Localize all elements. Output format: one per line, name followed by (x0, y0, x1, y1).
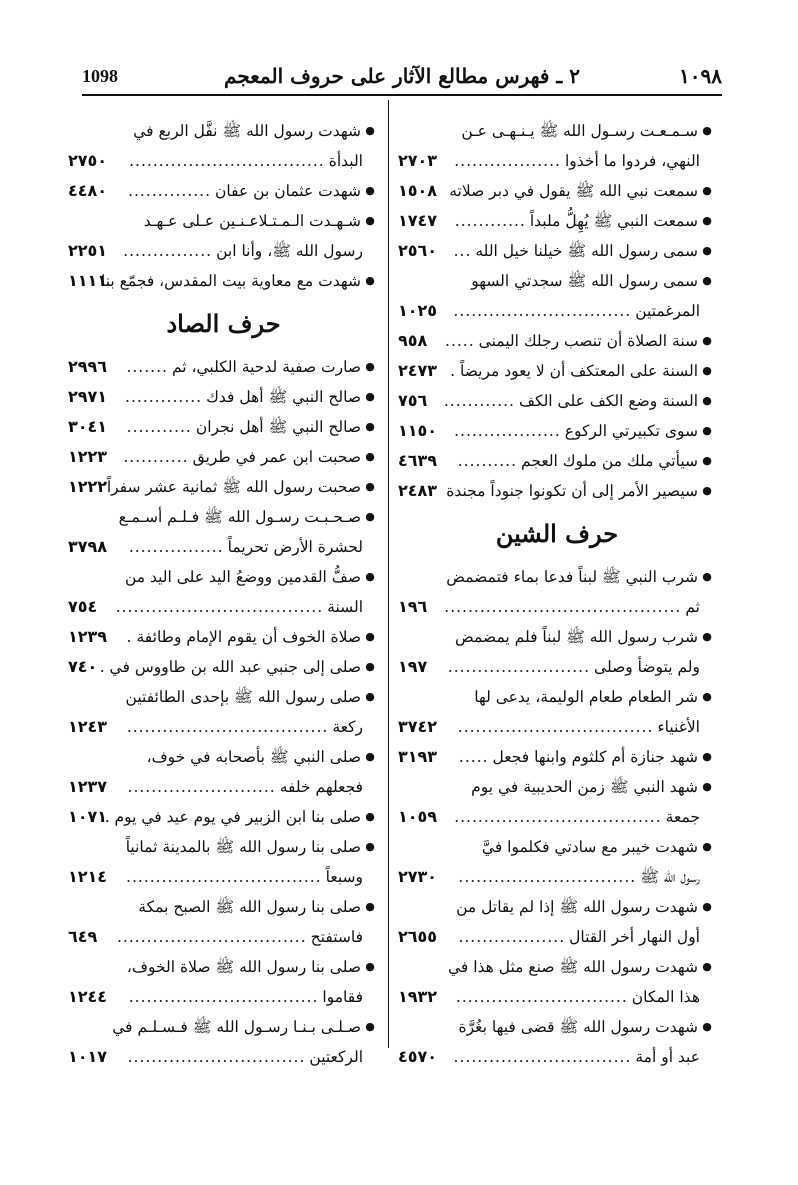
leader-dots: ... (453, 242, 472, 260)
hadith-number: ١٩٣٢ (398, 987, 438, 1006)
entry-line (400, 742, 714, 772)
entry-text: ثم (685, 598, 700, 616)
hadith-number: ١٢٢٢ (68, 477, 108, 496)
entry-line (70, 266, 377, 296)
bullet-icon: ● (365, 450, 375, 463)
leader-dots: ................................ (117, 928, 307, 946)
index-entry (400, 1012, 714, 1072)
index-entry (70, 952, 377, 1012)
leader-dots: .......... (457, 452, 518, 470)
index-entry (70, 116, 377, 176)
entry-text: سـمـعـت رسـول الله ﷺ يـنـهـى عـن (461, 122, 698, 140)
bullet-icon: ● (702, 630, 712, 643)
entry-text: شرب النبي ﷺ لبناً فدعا بماء فتمضمض (446, 568, 698, 586)
index-entry (400, 416, 714, 446)
index-entry (70, 622, 377, 652)
index-entry (400, 832, 714, 892)
entry-line (70, 892, 377, 922)
index-entry (400, 176, 714, 206)
index-entry (70, 832, 377, 892)
entry-text: سنة الصلاة أن تنصب رجلك اليمنى (478, 332, 698, 350)
entry-line (70, 982, 377, 1012)
entry-text: شهدت عثمان بن عفان (215, 182, 361, 200)
index-entry (400, 206, 714, 236)
bullet-icon: ● (702, 274, 712, 287)
entry-text: هذا المكان (631, 988, 700, 1006)
index-entry (70, 206, 377, 266)
page-title: ٢ ـ فهرس مطالع الآثار على حروف المعجم (224, 64, 580, 88)
entries-shin (400, 562, 714, 1072)
entries-sad (70, 352, 377, 1072)
bullet-icon: ● (702, 840, 712, 853)
bullet-icon: ● (702, 960, 712, 973)
hadith-number: ٧٥٦ (398, 391, 428, 410)
entry-line (400, 802, 714, 832)
entry-text: شهدت رسول الله ﷺ إذا لم يقاتل من (456, 898, 698, 916)
bullet-icon: ● (365, 214, 375, 227)
bullet-icon: ● (702, 334, 712, 347)
hadith-number: ٣٧٤٢ (398, 717, 438, 736)
index-entry (70, 802, 377, 832)
entry-text: صلى بنا رسول الله ﷺ صلاة الخوف، (126, 958, 361, 976)
hadith-number: ١٠١٧ (68, 1047, 108, 1066)
entry-text: شهدت مع معاوية بيت المقدس، فجمّع بنا (100, 272, 361, 290)
entry-text: شـهـدت الـمـتـلاعـنـين عـلى عـهـد (143, 212, 361, 230)
entry-text: البدأة (328, 152, 363, 170)
leader-dots: . (126, 628, 133, 646)
entry-text: صلاة الخوف أن يقوم الإمام وطائفة (136, 628, 361, 646)
bullet-icon: ● (702, 454, 712, 467)
entry-line (70, 472, 377, 502)
entry-line (70, 1012, 377, 1042)
bullet-icon: ● (365, 124, 375, 137)
bullet-icon: ● (365, 810, 375, 823)
left-column (70, 116, 377, 1072)
entries-shin-continued (70, 116, 377, 296)
index-entry (400, 562, 714, 622)
entry-text: جمعة (665, 808, 700, 826)
leader-dots: ........................................ (444, 598, 682, 616)
index-entry (70, 412, 377, 442)
hadith-number: ٣٠٤١ (68, 417, 108, 436)
hadith-number: ٢٤٧٣ (398, 361, 438, 380)
hadith-number: ١١١١ (68, 271, 108, 290)
hadith-number: ١٢٣٧ (68, 777, 108, 796)
index-entry (70, 502, 377, 562)
entry-text: صفُّ القدمين ووضعُ اليد على اليد من (124, 568, 361, 586)
leader-dots: ................ (128, 538, 224, 556)
hadith-number: ١٧٤٧ (398, 211, 438, 230)
leader-dots: ................................ (128, 988, 319, 1006)
entry-line (400, 1042, 714, 1072)
bullet-icon: ● (365, 360, 375, 373)
entry-text: شهدت رسول الله ﷺ صنع مثل هذا في (447, 958, 698, 976)
entry-line (400, 116, 714, 146)
entry-line (400, 206, 714, 236)
entry-line (400, 176, 714, 206)
hadith-number: ٢٤٨٣ (398, 481, 438, 500)
bullet-icon: ● (365, 690, 375, 703)
hadith-number: ١٢٢٣ (68, 447, 108, 466)
hadith-number: ٢٧٣٠ (398, 867, 438, 886)
index-entry (70, 176, 377, 206)
entry-line (70, 206, 377, 236)
entry-text: لحشرة الأرض تحريماً (227, 538, 363, 556)
entry-text: صلى رسول الله ﷺ بإحدى الطائفتين (125, 688, 361, 706)
hadith-number: ٦٤٩ (68, 927, 98, 946)
index-entry (400, 386, 714, 416)
hadith-number: ١٠٧١ (68, 807, 108, 826)
entry-text: النهي، فردوا ما أخذوا (564, 152, 700, 170)
entry-line (70, 712, 377, 742)
entry-text: سمى رسول الله ﷺ خيلنا خيل الله (475, 242, 698, 260)
entry-text: فقاموا (322, 988, 363, 1006)
bullet-icon: ● (365, 1020, 375, 1033)
hadith-number: ٢٧٠٣ (398, 151, 438, 170)
entry-text: سيصير الأمر إلى أن تكونوا جنوداً مجندة (446, 482, 698, 500)
hadith-number: ١٢١٤ (68, 867, 108, 886)
bullet-icon: ● (702, 780, 712, 793)
bullet-icon: ● (702, 184, 712, 197)
entry-text: الأغنياء (657, 718, 700, 736)
index-entry (70, 472, 377, 502)
entry-text: صالح النبي ﷺ أهل فدك (206, 388, 361, 406)
bullet-icon: ● (365, 660, 375, 673)
leader-dots: .............................. (453, 1048, 632, 1066)
right-column (400, 116, 714, 1072)
bullet-icon: ● (365, 750, 375, 763)
entry-line (70, 532, 377, 562)
leader-dots: .............. (128, 182, 212, 200)
index-entry (400, 476, 714, 506)
entry-line (400, 356, 714, 386)
index-entry (70, 742, 377, 802)
entry-line (400, 236, 714, 266)
entry-text: وسبعاً (325, 868, 363, 886)
entry-text: صلى بنا رسول الله ﷺ الصبح بمكة (138, 898, 361, 916)
entry-text: صـحـبـت رسـول الله ﷺ فـلـم أسـمـع (118, 508, 361, 526)
hadith-number: ٤٦٣٩ (398, 451, 438, 470)
entry-line (400, 622, 714, 652)
bullet-icon: ● (365, 184, 375, 197)
hadith-number: ٤٤٨٠ (68, 181, 108, 200)
hadith-number: ١٩٦ (398, 597, 428, 616)
entry-text: صلى بنا ابن الزبير في يوم عيد في يوم .. (99, 808, 361, 826)
entry-text: سمعت نبي الله ﷺ يقول في دبر صلاته (449, 182, 698, 200)
bullet-icon: ● (702, 214, 712, 227)
entry-line (70, 862, 377, 892)
entry-line (400, 862, 714, 892)
entry-text: صحبت ابن عمر في طريق (192, 448, 361, 466)
page-number-arabic: ١٠٩٨ (679, 64, 722, 88)
bullet-icon: ● (702, 484, 712, 497)
entry-line (400, 146, 714, 176)
entry-text: صلى بنا رسول الله ﷺ بالمدينة ثمانياً (125, 838, 361, 856)
page-number-latin: 1098 (82, 66, 118, 86)
entry-text: شهدت خيبر مع سادتي فكلموا فيَّ (481, 838, 698, 856)
entry-line (400, 892, 714, 922)
hadith-number: ١١٥٠ (398, 421, 438, 440)
entry-line (400, 682, 714, 712)
entry-line (400, 386, 714, 416)
entry-line (70, 382, 377, 412)
page-header (82, 62, 722, 96)
entry-text: أول النهار أخر القتال (569, 928, 700, 946)
leader-dots: ....... (126, 358, 168, 376)
index-entry (70, 652, 377, 682)
hadith-number: ٢٢٥١ (68, 241, 108, 260)
index-entry (400, 742, 714, 772)
entry-text: شهد جنازة أم كلثوم وابنها فجعل (492, 748, 698, 766)
bullet-icon: ● (365, 420, 375, 433)
entry-line (400, 772, 714, 802)
entry-line (70, 922, 377, 952)
entry-line (400, 476, 714, 506)
index-entry (70, 442, 377, 472)
bullet-icon: ● (365, 510, 375, 523)
entry-line (400, 266, 714, 296)
entry-text: فجعلهم خلفه (279, 778, 363, 796)
hadith-number: ١٠٥٩ (398, 807, 438, 826)
bullet-icon: ● (702, 394, 712, 407)
leader-dots: ............... (123, 242, 213, 260)
index-entry (70, 382, 377, 412)
leader-dots: ................................. (129, 152, 325, 170)
entry-line (70, 442, 377, 472)
entry-text: صلى إلى جنبي عبد الله بن طاووس في . (99, 658, 361, 676)
entry-line (400, 712, 714, 742)
bullet-icon: ● (702, 570, 712, 583)
entry-text: فاستفتح (310, 928, 363, 946)
hadith-number: ١٢٤٣ (68, 717, 108, 736)
entry-text: سوى تكبيرتي الركوع (564, 422, 698, 440)
bullet-icon: ● (365, 274, 375, 287)
bullet-icon: ● (702, 690, 712, 703)
column-divider (388, 100, 389, 1048)
entry-line (400, 326, 714, 356)
bullet-icon: ● (702, 124, 712, 137)
bullet-icon: ● (702, 1020, 712, 1033)
entry-text: صـلـى بـنـا رسـول الله ﷺ فـسـلـم في (112, 1018, 361, 1036)
entry-text: المرغمتين (635, 302, 700, 320)
bullet-icon: ● (365, 960, 375, 973)
entry-line (400, 446, 714, 476)
entry-text: شر الطعام طعام الوليمة، يدعى لها (474, 688, 698, 706)
entry-line (70, 146, 377, 176)
bullet-icon: ● (365, 840, 375, 853)
entry-line (400, 922, 714, 952)
entry-line (70, 682, 377, 712)
entry-line (400, 652, 714, 682)
entry-line (70, 502, 377, 532)
index-entry (70, 682, 377, 742)
entry-text: صالح النبي ﷺ أهل نجران (195, 418, 361, 436)
leader-dots: ................................... (115, 598, 324, 616)
leader-dots: .................. (454, 152, 561, 170)
leader-dots: ........... (123, 448, 189, 466)
leader-dots: .............................. (458, 868, 637, 886)
bullet-icon: ● (365, 630, 375, 643)
entry-line (70, 622, 377, 652)
leader-dots: ............ (443, 392, 515, 410)
entry-line (70, 652, 377, 682)
hadith-number: ١٢٤٤ (68, 987, 108, 1006)
hadith-number: ١٠٢٥ (398, 301, 438, 320)
bullet-icon: ● (702, 424, 712, 437)
bullet-icon: ● (702, 364, 712, 377)
entry-line (70, 742, 377, 772)
entry-text: صارت صفية لدحية الكلبي، ثم (171, 358, 361, 376)
entry-line (70, 176, 377, 206)
hadith-number: ٢٩٧١ (68, 387, 108, 406)
leader-dots: ............. (125, 388, 203, 406)
section-heading-shin: حرف الشين (495, 519, 619, 548)
bullet-icon: ● (365, 480, 375, 493)
hadith-number: ٢٦٥٥ (398, 927, 438, 946)
entry-text: سمى رسول الله ﷺ سجدتي السهو (471, 272, 698, 290)
entry-text: السنة (327, 598, 363, 616)
entry-text: صلى النبي ﷺ بأصحابه في خوف، (146, 748, 361, 766)
entry-line (70, 562, 377, 592)
leader-dots: .............................. (453, 302, 632, 320)
entry-text: سيأتي ملك من ملوك العجم (521, 452, 698, 470)
index-entry (70, 892, 377, 952)
index-entry (400, 266, 714, 326)
index-entry (400, 326, 714, 356)
entries-sin (400, 116, 714, 506)
index-entry (400, 446, 714, 476)
entry-text: شهدت رسول الله ﷺ قضى فيها بغُرَّة (458, 1018, 698, 1036)
hadith-number: ١٩٧ (398, 657, 428, 676)
entry-line (400, 296, 714, 326)
hadith-number: ٤٥٧٠ (398, 1047, 438, 1066)
entry-line (400, 982, 714, 1012)
entry-line (70, 1042, 377, 1072)
hadith-number: ١٢٣٩ (68, 627, 108, 646)
entry-line (400, 952, 714, 982)
leader-dots: ........................ (447, 658, 591, 676)
index-entry (400, 236, 714, 266)
entry-line (70, 592, 377, 622)
bullet-icon: ● (365, 390, 375, 403)
entry-text: السنة على المعتكف أن لا يعود مريضاً . (450, 362, 698, 380)
leader-dots: ................................. (457, 718, 654, 736)
entry-line (400, 832, 714, 862)
index-entry (400, 772, 714, 832)
section-heading-sad: حرف الصاد (166, 309, 281, 338)
bullet-icon: ● (365, 900, 375, 913)
entry-text: صحبت رسول الله ﷺ ثمانية عشر سفراً (106, 478, 361, 496)
entry-line (70, 412, 377, 442)
entry-text: شهدت رسول الله ﷺ نفَّل الربع في (133, 122, 361, 140)
entry-line (70, 116, 377, 146)
bullet-icon: ● (365, 570, 375, 583)
leader-dots: .................. (454, 422, 561, 440)
index-entry (400, 892, 714, 952)
index-entry (70, 266, 377, 296)
bullet-icon: ● (702, 750, 712, 763)
entry-text: شرب رسول الله ﷺ لبناً فلم يمضمض (455, 628, 698, 646)
leader-dots: ........... (126, 418, 192, 436)
entry-text: السنة وضع الكف على الكف (518, 392, 698, 410)
bullet-icon: ● (702, 244, 712, 257)
entry-text: ولم يتوضأ وصلى (594, 658, 700, 676)
leader-dots: ................................... (454, 808, 662, 826)
hadith-number: ٧٤٠ (68, 657, 98, 676)
hadith-number: ٧٥٤ (68, 597, 98, 616)
leader-dots: ..... (458, 748, 489, 766)
hadith-number: ٣٧٩٨ (68, 537, 108, 556)
bullet-icon: ● (702, 900, 712, 913)
hadith-number: ٢٧٥٠ (68, 151, 108, 170)
index-entry (400, 952, 714, 1012)
entry-line (400, 592, 714, 622)
leader-dots: ..... (445, 332, 475, 350)
hadith-number: ٩٥٨ (398, 331, 428, 350)
leader-dots: .................................. (126, 718, 329, 736)
leader-dots: .................. (458, 928, 566, 946)
hadith-number: ٢٩٩٦ (68, 357, 108, 376)
entry-line (70, 832, 377, 862)
leader-dots: ............ (454, 212, 526, 230)
hadith-number: ٣١٩٣ (398, 747, 438, 766)
index-entry (70, 562, 377, 622)
entry-line (70, 952, 377, 982)
entry-line (70, 352, 377, 382)
index-entry (70, 352, 377, 382)
entry-text: ركعة (332, 718, 363, 736)
hadith-number: ١٥٠٨ (398, 181, 438, 200)
entry-line (400, 416, 714, 446)
entry-text: الركعتين (309, 1048, 363, 1066)
leader-dots: ............................. (455, 988, 628, 1006)
entry-line (70, 802, 377, 832)
entry-line (70, 236, 377, 266)
index-entry (400, 622, 714, 682)
entry-text: شهد النبي ﷺ زمن الحديبية في يوم (471, 778, 698, 796)
entry-line (70, 772, 377, 802)
entry-line (400, 562, 714, 592)
entry-line (400, 1012, 714, 1042)
entry-text: رسول الله ﷺ (640, 868, 700, 886)
leader-dots: .............................. (127, 1048, 306, 1066)
entry-text: عبد أو أمة (635, 1048, 700, 1066)
index-entry (400, 356, 714, 386)
leader-dots: ......................... (127, 778, 276, 796)
entry-text: رسول الله ﷺ، وأنا ابن (216, 242, 363, 260)
hadith-number: ٢٥٦٠ (398, 241, 438, 260)
index-entry (70, 1012, 377, 1072)
leader-dots: ................................. (126, 868, 322, 886)
index-entry (400, 682, 714, 742)
entry-text: سمعت النبي ﷺ يُهِلُّ ملبداً (529, 212, 698, 230)
index-entry (400, 116, 714, 176)
